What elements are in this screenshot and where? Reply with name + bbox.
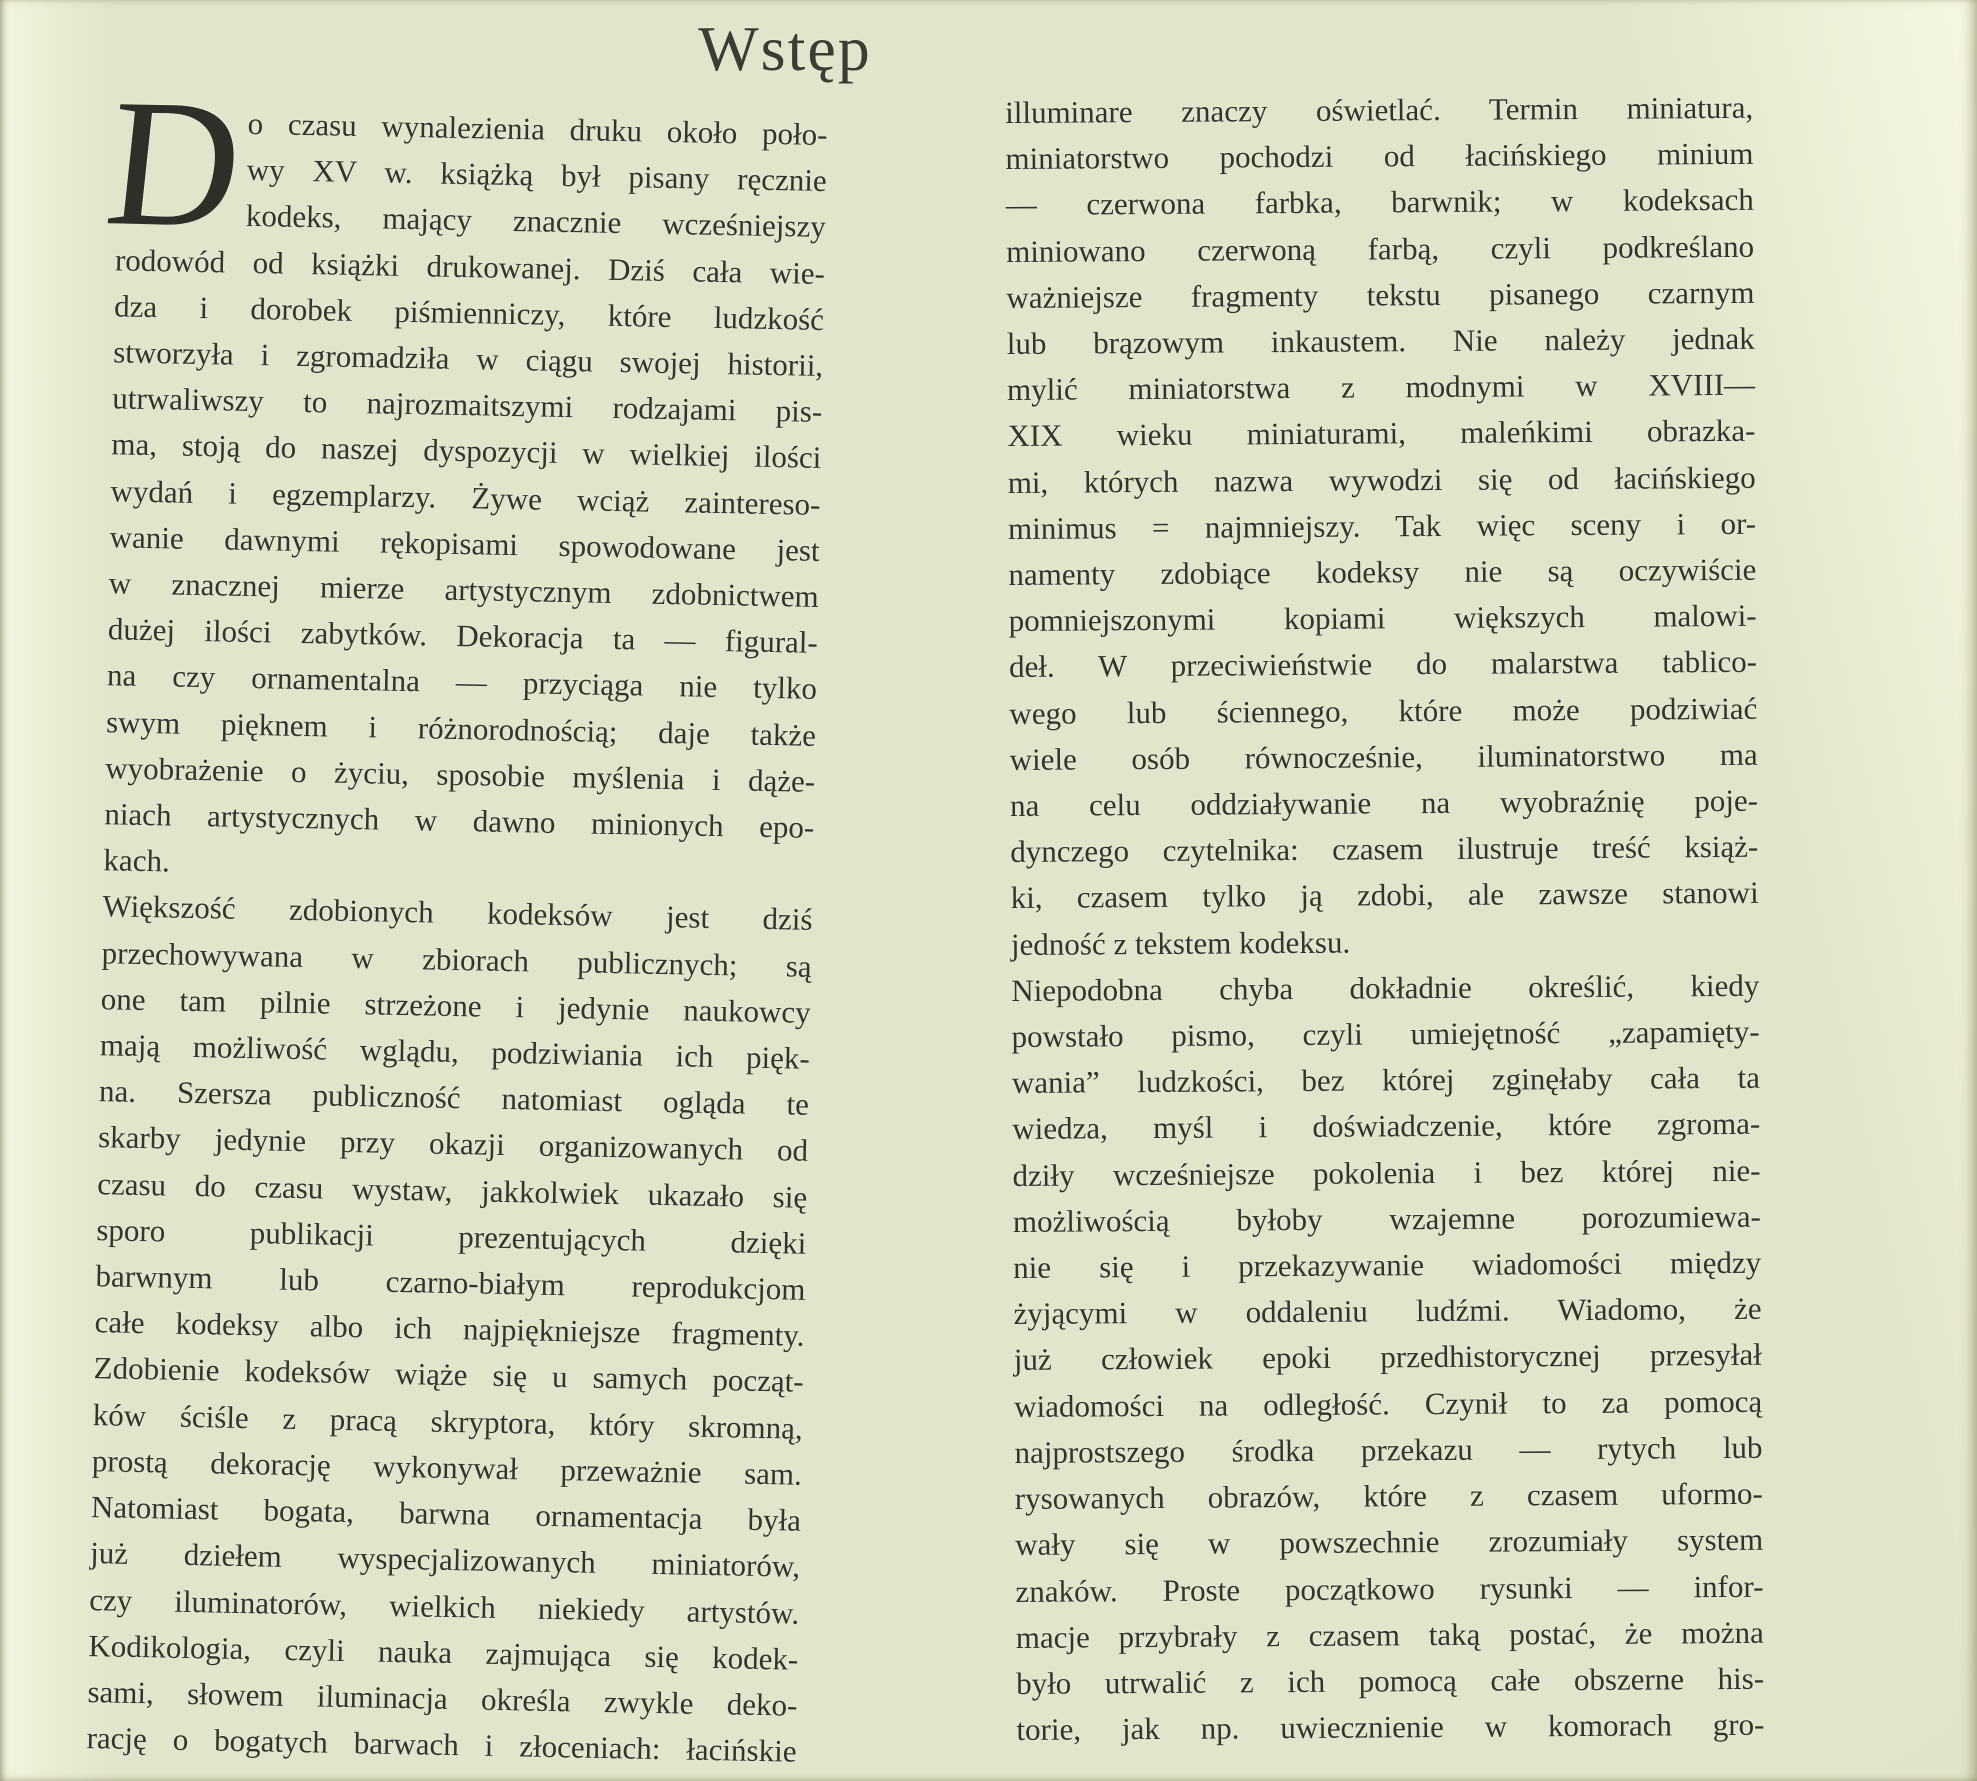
text-line: wiadomości na odległość. Czynił to za pomocą [1014,1383,1763,1424]
text-line: o czasu wynalezienia druku około poło- [247,105,828,152]
text-column-left [86,62,828,1775]
text-line: rysowanych obrazów, które z czasem uformo- [1014,1475,1763,1517]
text-line: wały się w powszechnie zrozumiały system [1015,1522,1764,1563]
text-line: ma, stoją do naszej dyspozycji w wielkiej ilości [111,426,822,476]
page-title: Wstęp [698,13,872,84]
text-line: lub brązowym inkaustem. Nie należy jednak [1006,320,1755,362]
text-line: jedność z tekstem kodeksu. [1010,924,1351,962]
text-line: czasu do czasu wystaw, jakkolwiek ukazało się [96,1165,808,1215]
text-line: — czerwona farbka, barwnik; w kodeksach [1005,182,1754,223]
text-line: dziły wcześniejsze pokolenia i bez której nie- [1012,1152,1761,1193]
text-line: one tam pilnie strzeżone i jedynie naukowcy [100,981,812,1030]
text-line: mylić miniatorstwa z modnymi w XVIII— [1006,366,1756,408]
text-line: torie, jak np. uwiecznienie w komorach gro- [1016,1706,1765,1748]
text-line: miniowano czerwoną farbą, czyli podkreślano [1006,228,1755,269]
text-line: mi, których nazwa wywodzi się od łacińskiego [1007,459,1756,500]
text-line: sporo publikacji prezentujących dzięki [96,1212,807,1261]
text-line: sami, słowem iluminacja określa zwykle deko- [87,1673,798,1723]
text-line: macje przybrały z czasem taką postać, że można [1015,1614,1764,1655]
text-line: wiele osób równocześnie, iluminatorstwo ma [1009,736,1758,777]
text-line: już człowiek epoki przedhistorycznej przesyłał [1013,1337,1762,1378]
text-line: rodowód od książki drukowanej. Dziś cała wie- [114,241,826,291]
text-line: najprostszego środka przekazu — rytych lub [1014,1429,1763,1470]
text-line: skarby jedynie przy okazji organizowanych od [97,1119,809,1169]
text-line: namenty zdobiące kodeksy nie są oczywiście [1008,551,1757,593]
text-line: przechowywana w zbiorach publicznych; są [101,934,812,984]
text-line: ki, czasem tylko ją zdobi, ale zawsze stanowi [1010,875,1759,916]
text-line: utrwaliwszy to najrozmaitszymi rodzajami pis- [112,380,823,430]
text-line: kach. [103,842,171,879]
text-line: illuminare znaczy oświetlać. Termin miniatura, [1005,89,1754,130]
drop-cap-letter: D [98,62,252,266]
text-line: wiedza, myśl i doświadczenie, które zgroma- [1012,1106,1761,1147]
text-line: rację o bogatych barwach i złoceniach: łacińskie [86,1720,797,1769]
text-column-right [1005,85,1765,1753]
text-line: na. Szersza publiczność natomiast ogląda te [98,1073,810,1123]
paragraph [1005,85,1759,968]
paragraph [103,98,828,897]
text-line: całe kodeksy albo ich najpiękniejsze fragmenty. [94,1304,805,1354]
text-line: żyjącymi w oddaleniu ludźmi. Wiadomo, że [1013,1291,1762,1332]
text-line: niach artystycznych w dawno minionych epo- [104,796,815,845]
text-line: XIX wieku miniaturami, maleńkimi obrazka- [1007,413,1756,454]
text-line: Natomiast bogata, barwna ornamentacja była [90,1489,802,1538]
text-line: ków ściśle z pracą skryptora, który skromną, [92,1396,804,1446]
text-line: dużej ilości zabytków. Dekoracja ta — figural- [107,611,819,661]
text-line: dza i dorobek piśmienniczy, które ludzkość [113,288,825,337]
text-line: wanie dawnymi rękopisami spowodowane jest [109,519,820,568]
text-line: wy XV w. książką był pisany ręcznie [246,152,828,199]
text-line: wego lub ściennego, które może podziwiać [1009,690,1758,731]
paragraph [86,884,813,1775]
text-line: nie się i przekazywanie wiadomości między [1013,1244,1762,1286]
text-line: powstało pismo, czyli umiejętność „zapamięty- [1011,1013,1760,1055]
column-left-paragraphs [86,98,828,1775]
text-line: stworzyła i zgromadziła w ciągu swojej historii, [112,334,824,383]
text-line: Większość zdobionych kodeksów jest dziś [102,888,813,938]
text-line: mają możliwość wglądu, podziwiania ich pięk- [99,1027,811,1076]
text-line: Kodikologia, czyli nauka zajmująca się kodek- [88,1627,799,1677]
text-line: barwnym lub czarno-białym reprodukcjom [95,1258,806,1307]
text-line: znaków. Proste początkowo rysunki — infor- [1015,1568,1764,1609]
text-line: Niepodobna chyba dokładnie określić, kiedy [1011,967,1760,1008]
text-line: Zdobienie kodeksów wiąże się u samych począt- [93,1350,804,1400]
text-line: dynczego czytelnika: czasem ilustruje treść książ- [1010,829,1759,870]
text-line: ważniejsze fragmenty tekstu pisanego czarnym [1006,274,1755,315]
text-line: miniatorstwo pochodzi od łacińskiego minium [1005,135,1754,177]
text-line: było utrwalić z ich pomocą całe obszerne his- [1016,1660,1765,1701]
text-line: prostą dekorację wykonywał przeważnie sam. [91,1443,803,1492]
text-line: na celu oddziaływanie na wyobraźnię poje- [1009,782,1759,824]
text-line: na czy ornamentalna — przyciąga nie tylko [106,657,818,707]
column-right-paragraphs [1005,85,1765,1753]
text-line: w znacznej mierze artystycznym zdobnictwem [108,565,820,614]
text-line: możliwością byłoby wzajemne porozumiewa- [1012,1198,1762,1239]
text-line: wydań i egzemplarzy. Żywe wciąż zaintereso- [110,472,821,522]
text-line: wyobrażenie o życiu, sposobie myślenia i dąże- [104,750,816,799]
text-line: już dziełem wyspecjalizowanych miniatorów, [89,1535,801,1585]
text-line: czy iluminatorów, wielkich niekiedy artystów. [88,1581,800,1631]
paragraph [1011,963,1764,1754]
text-line: deł. W przeciwieństwie do malarstwa tablico- [1008,644,1758,685]
text-line: minimus = najmniejszy. Tak więc sceny i or- [1007,505,1757,546]
text-line: kodeks, mający znacznie wcześniejszy [245,198,827,245]
text-line: swym pięknem i różnorodnością; daje także [105,703,817,753]
text-line: pomniejszonymi kopiami większych malowi- [1008,597,1757,639]
text-line: wania” ludzkości, bez której zginęłaby cała ta [1011,1060,1761,1101]
